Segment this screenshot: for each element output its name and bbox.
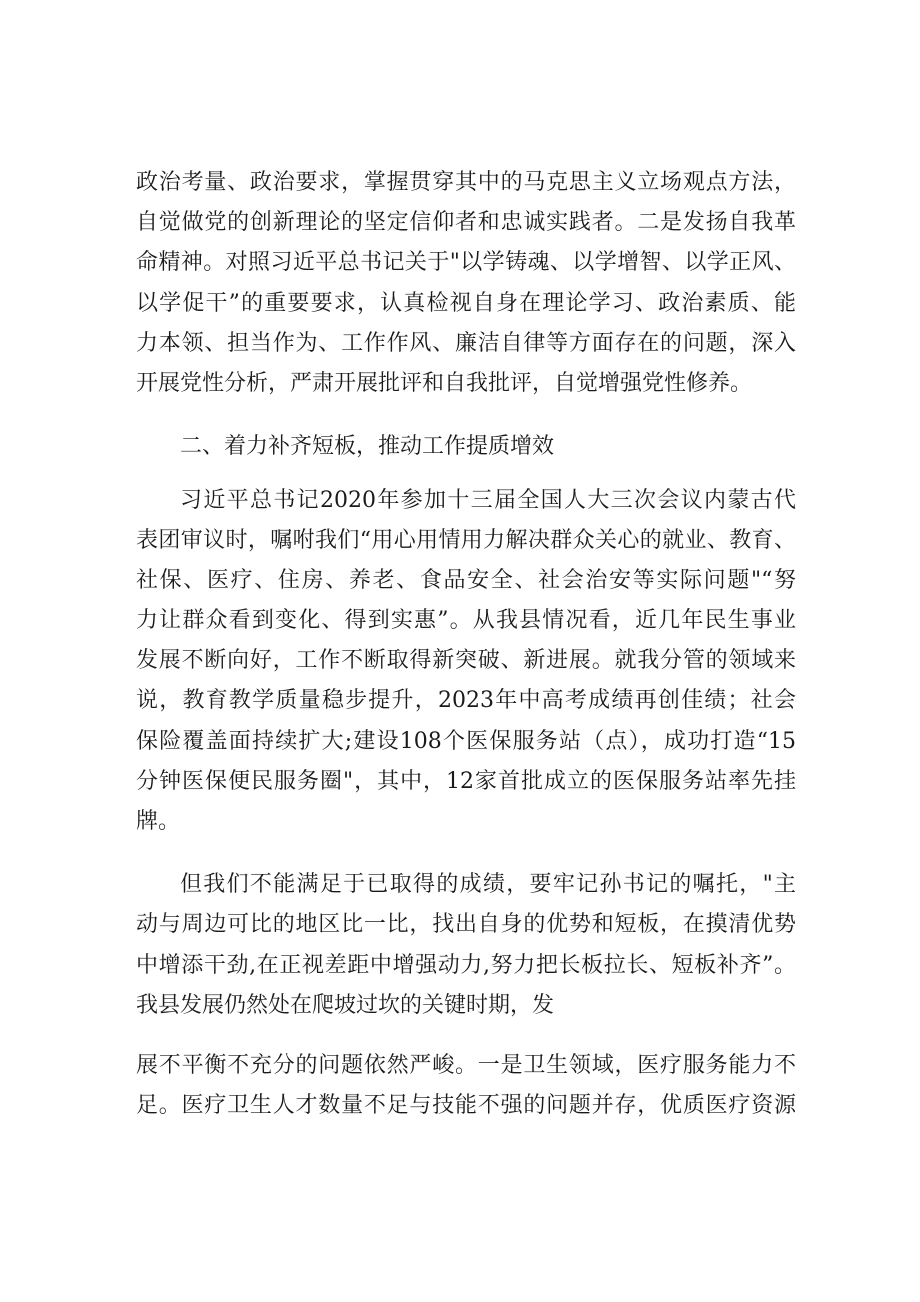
text-line: 分钟医保便民服务圈"，其中，12家首批成立的医保服务站率先挂	[136, 769, 796, 794]
text-line: 说，教育教学质量稳步提升，2023年中高考成绩再创佳绩；社会	[136, 688, 796, 713]
text-line: 自觉做党的创新理论的坚定信仰者和忠诚实践者。二是发扬自我革	[136, 210, 796, 235]
text-line: 展不平衡不充分的问题依然严峻。一是卫生领域，医疗服务能力不	[136, 1053, 796, 1078]
text-line: 力本领、担当作为、工作作风、廉洁自律等方面存在的问题，深入	[136, 331, 796, 356]
text-line: 保险覆盖面持续扩大;建设108个医保服务站（点），成功打造“15	[136, 729, 796, 754]
text-line: 动与周边可比的地区比一比，找出自身的优势和短板，在摸清优势	[136, 912, 796, 937]
text-line: 我县发展仍然处在爬坡过坎的关键时期，发	[136, 993, 555, 1018]
text-line: 习近平总书记2020年参加十三届全国人大三次会议内蒙古代	[180, 488, 796, 513]
text-line: 牌。	[136, 809, 181, 834]
text-line: 发展不断向好，工作不断取得新突破、新进展。就我分管的领域来	[136, 648, 796, 673]
text-line: 政治考量、政治要求，掌握贯穿其中的马克思主义立场观点方法，	[136, 170, 796, 195]
text-line: 中增添干劲,在正视差距中增强动力,努力把长板拉长、短板补齐”。	[136, 953, 796, 978]
text-line: 社保、医疗、住房、养老、食品安全、社会治安等实际问题"“努	[136, 568, 796, 593]
text-line: 表团审议时，嘱咐我们“用心用情用力解决群众关心的就业、教育、	[136, 528, 796, 553]
text-line: 命精神。对照习近平总书记关于"以学铸魂、以学增智、以学正风、	[136, 250, 796, 275]
text-line: 以学促干”的重要要求，认真检视自身在理论学习、政治素质、能	[136, 291, 796, 316]
section-heading: 二、着力补齐短板，推动工作提质增效	[180, 434, 555, 459]
text-line: 开展党性分析，严肃开展批评和自我批评，自觉增强党性修养。	[136, 371, 753, 396]
text-line: 力让群众看到变化、得到实惠”。从我县情况看，近几年民生事业	[136, 608, 796, 633]
text-line: 足。医疗卫生人才数量不足与技能不强的问题并存，优质医疗资源	[136, 1093, 796, 1118]
text-line: 但我们不能满足于已取得的成绩，要牢记孙书记的嘱托，"主	[180, 872, 796, 897]
